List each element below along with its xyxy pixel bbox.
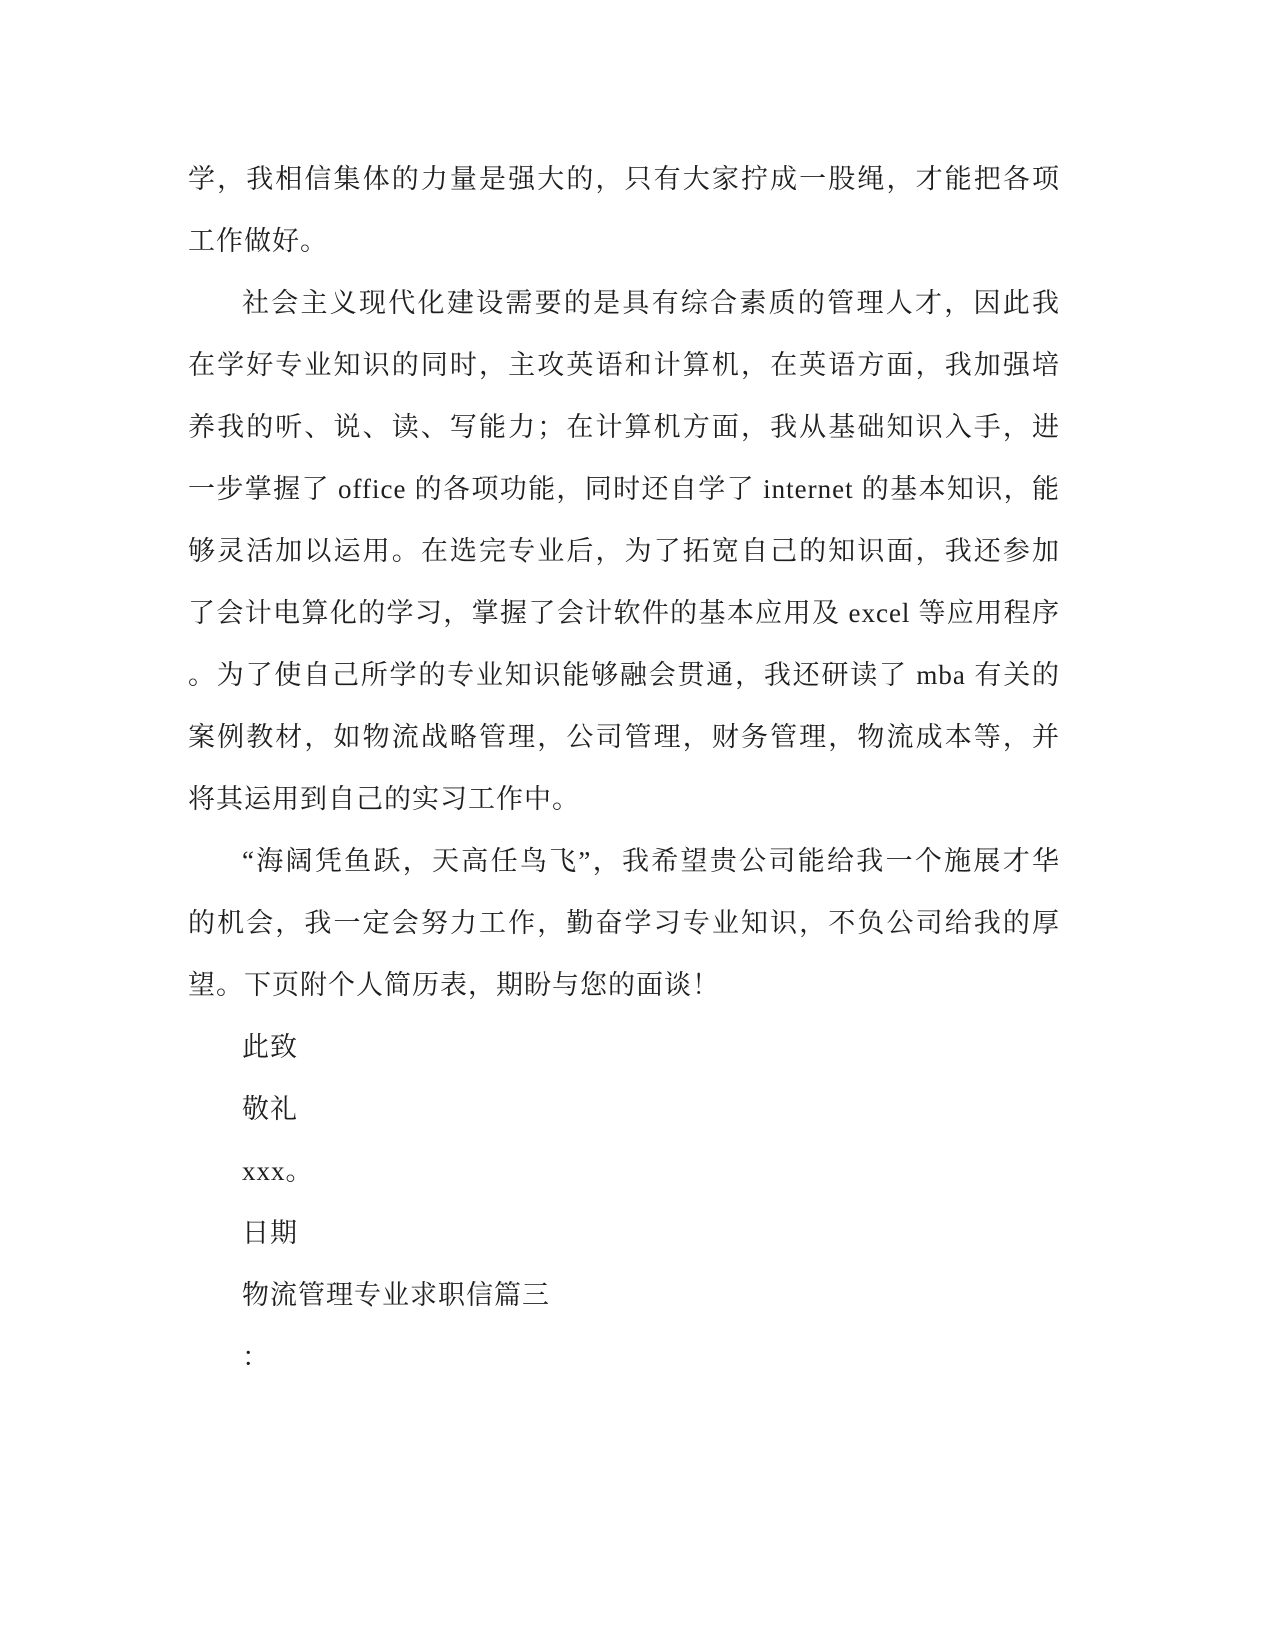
text-line: 工作做好。 [188,226,328,256]
text-line: 将其运用到自己的实习工作中。 [188,784,580,814]
text-line: 学，我相信集体的力量是强大的，只有大家拧成一股绳，才能把各项 [188,164,1060,194]
text-line: 养我的听、说、读、写能力；在计算机方面，我从基础知识入手，进 [188,412,1060,442]
text-line: ： [242,1342,270,1372]
closing-salutation-line: 此致 [242,1032,298,1062]
text-line: 。为了使自己所学的专业知识能够融会贯通，我还研读了 mba 有关的 [188,660,1060,690]
text-line: 社会主义现代化建设需要的是具有综合素质的管理人才，因此我 [242,288,1060,318]
signature-line: xxx。 [242,1156,314,1186]
text-line: 的机会，我一定会努力工作，勤奋学习专业知识，不负公司给我的厚 [188,908,1060,938]
text-line: 够灵活加以运用。在选完专业后，为了拓宽自己的知识面，我还参加 [188,536,1060,566]
text-line: 在学好专业知识的同时，主攻英语和计算机，在英语方面，我加强培 [188,350,1060,380]
closing-salutation-line: 敬礼 [242,1094,298,1124]
section-heading-line: 物流管理专业求职信篇三 [242,1280,550,1310]
text-line: “海阔凭鱼跃，天高任鸟飞”，我希望贵公司能给我一个施展才华 [242,846,1060,876]
text-line: 了会计电算化的学习，掌握了会计软件的基本应用及 excel 等应用程序 [188,598,1060,628]
text-line: 望。下页附个人简历表，期盼与您的面谈！ [188,970,720,1000]
date-line: 日期 [242,1218,298,1248]
text-line: 案例教材，如物流战略管理，公司管理，财务管理，物流成本等，并 [188,722,1060,752]
text-line: 一步掌握了 office 的各项功能，同时还自学了 internet 的基本知识，能 [188,474,1060,504]
